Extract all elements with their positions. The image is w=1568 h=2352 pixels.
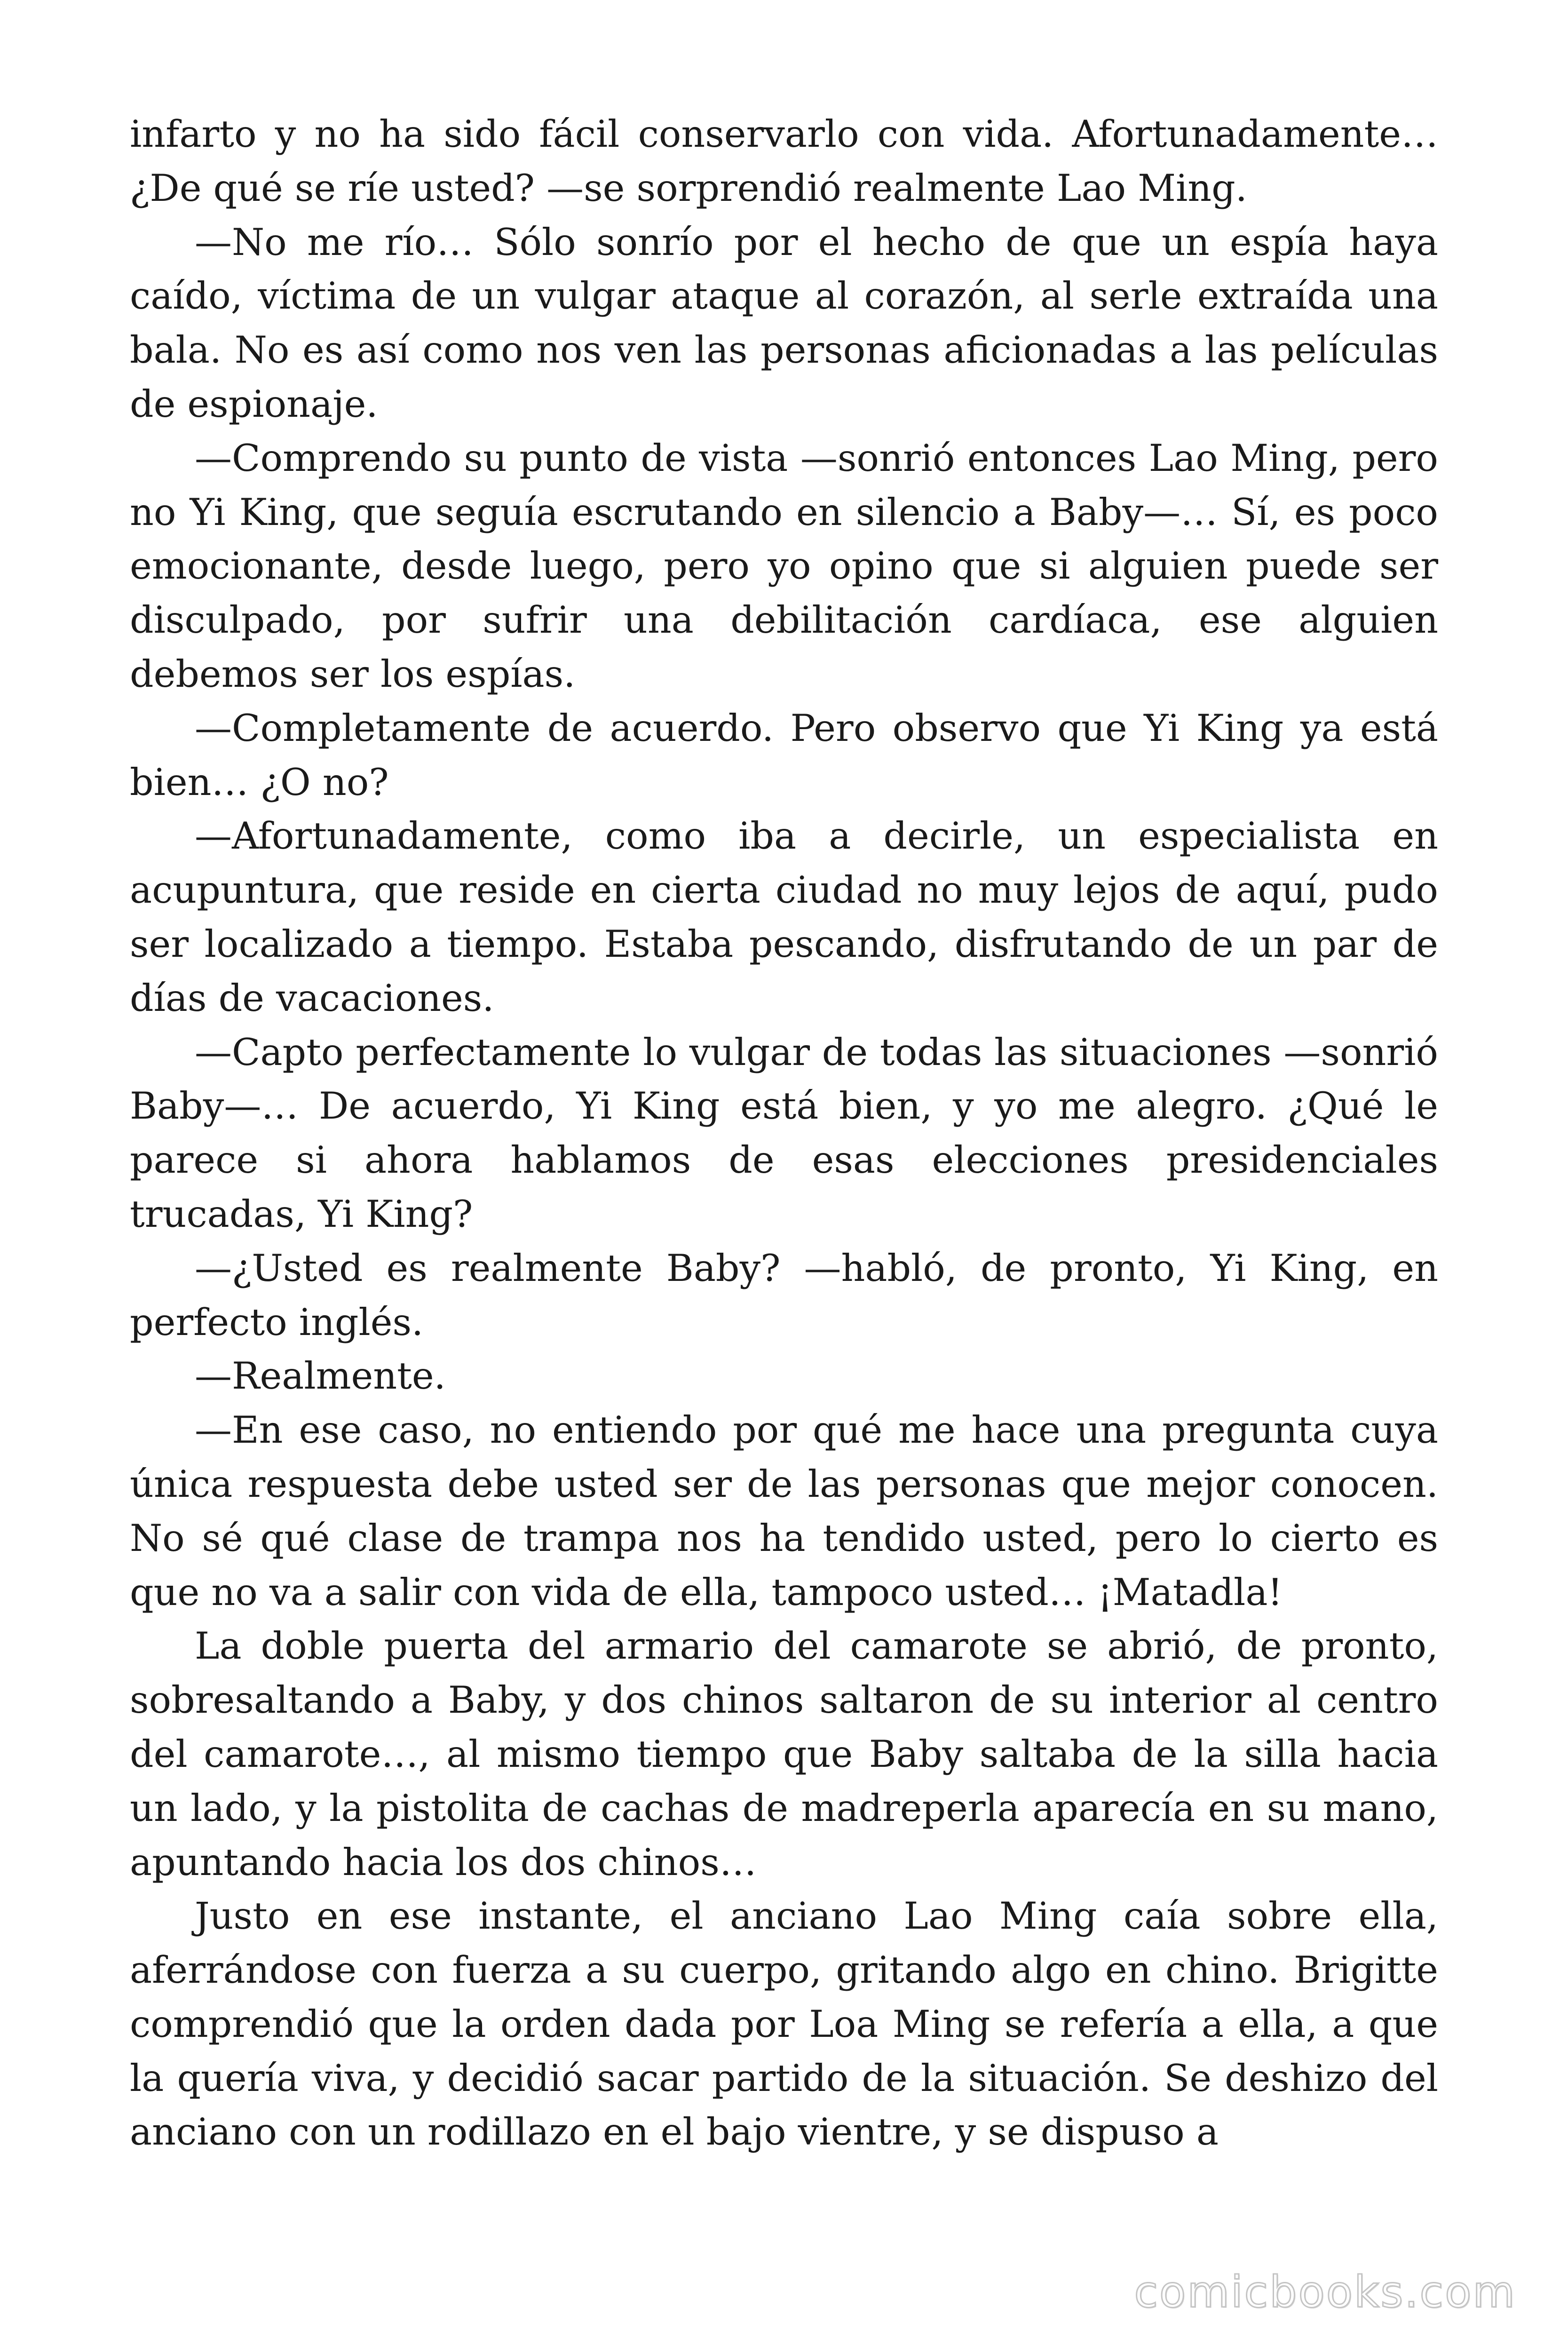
paragraph: —Capto perfectamente lo vulgar de todas las situaciones —sonrió Baby—… De acuerdo, Yi King está bien, y yo me alegro. ¿Qué le parece si ahora hablamos de esas elecciones presidenciales trucadas, Yi King? [130,1030,1438,1236]
paragraph: —¿Usted es realmente Baby? —habló, de pronto, Yi King, en perfecto inglés. [130,1246,1438,1344]
paragraph-continuation: infarto y no ha sido fácil conservarlo con vida. Afortunadamente… ¿De qué se ríe usted? —se sorprendió realmente Lao Ming. [130,112,1438,210]
paragraph: —No me río… Sólo sonrío por el hecho de que un espía haya caído, víctima de un vulgar ataque al corazón, al serle extraída una bala. No es así como nos ven las personas aficionadas a las películas de espionaje. [130,220,1438,426]
body-text [130,107,1438,2159]
paragraph: —Realmente. [195,1354,446,1398]
paragraph: —Comprendo su punto de vista —sonrió entonces Lao Ming, pero no Yi King, que seguía escrutando en silencio a Baby—… Sí, es poco emocionante, desde luego, pero yo opino que si alguien puede ser disculpado, por sufrir una debilitación cardíaca, ese alguien debemos ser los espías. [130,436,1438,696]
paragraph: Justo en ese instante, el anciano Lao Ming caía sobre ella, aferrándose con fuerza a su cuerpo, gritando algo en chino. Brigitte comprendió que la orden dada por Loa Ming se refería a ella, a que la quería viva, y decidió sacar partido de la situación. Se deshizo del anciano con un rodillazo en el bajo vientre, y se dispuso a [130,1894,1438,2154]
paragraph: —Afortunadamente, como iba a decirle, un especialista en acupuntura, que reside en cierta ciudad no muy lejos de aquí, pudo ser localizado a tiempo. Estaba pescando, disfrutando de un par de días de vacaciones. [130,814,1438,1020]
watermark: comicbooks.com [1134,2267,1516,2317]
paragraph: —En ese caso, no entiendo por qué me hace una pregunta cuya única respuesta debe usted ser de las personas que mejor conocen. No sé qué clase de trampa nos ha tendido usted, pero lo cierto es que no va a salir con vida de ella, tampoco usted… ¡Matadla! [130,1408,1438,1614]
paragraph: La doble puerta del armario del camarote se abrió, de pronto, sobresaltando a Baby, y dos chinos saltaron de su interior al centro del camarote…, al mismo tiempo que Baby saltaba de la silla hacia un lado, y la pistolita de cachas de madreperla aparecía en su mano, apuntando hacia los dos chinos… [130,1624,1438,1884]
paragraph: —Completamente de acuerdo. Pero observo que Yi King ya está bien… ¿O no? [130,706,1438,804]
